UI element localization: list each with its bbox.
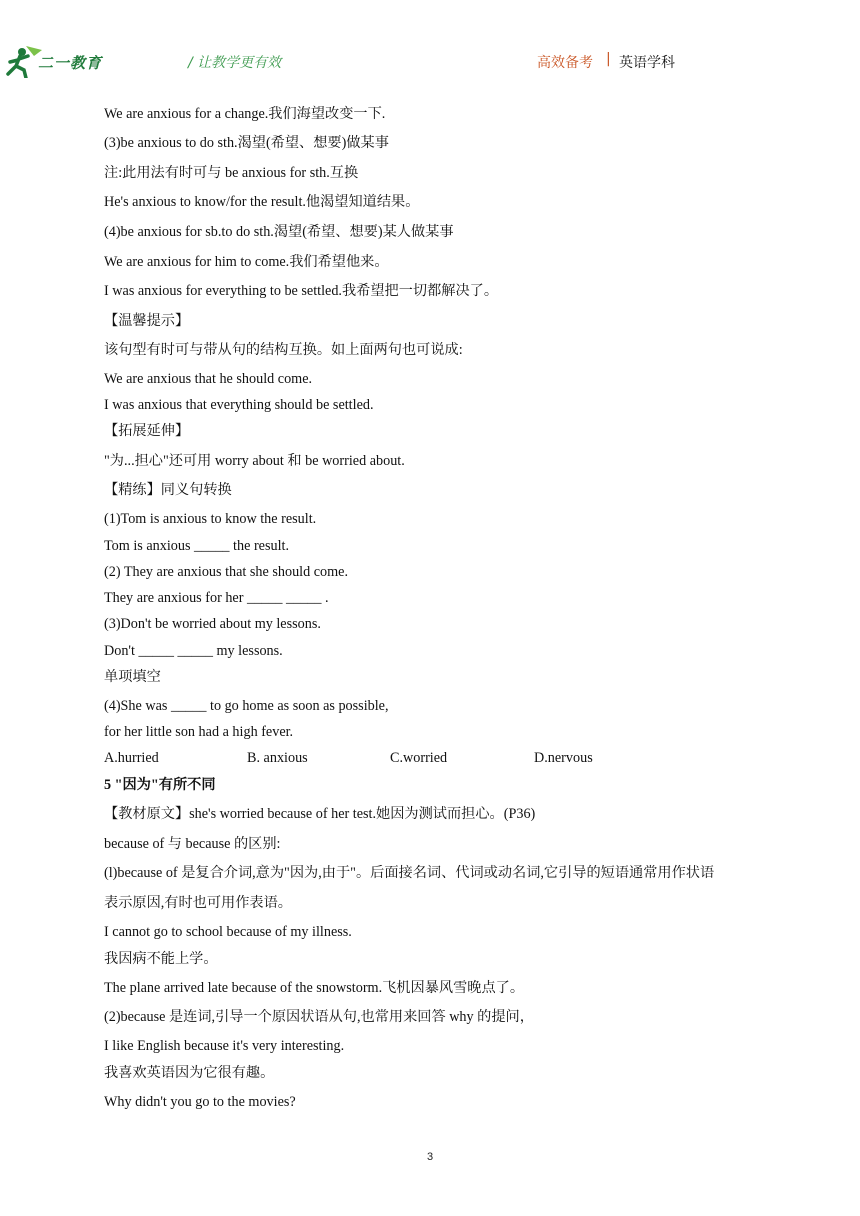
text-line: We are anxious for a change.我们海望改变一下. (104, 106, 386, 122)
header-slogan: / 让教学更有效 (188, 55, 282, 71)
text-line: He's anxious to know/for the result.他渴望知道结果。 (104, 194, 420, 210)
header-tag-exam: 高效备考 (537, 55, 593, 71)
text-line: because of 与 because 的区别: (104, 836, 281, 852)
page-number: 3 (426, 1151, 434, 1163)
logo-text: 二一教育 (38, 54, 103, 72)
text-line: I was anxious for everything to be settled.我希望把一切都解决了。 (104, 283, 499, 299)
extension-heading: 【拓展延伸】 (104, 423, 190, 439)
text-line: (2)because 是连词,引导一个原因状语从句,也常用来回答 why 的提问， (104, 1009, 534, 1025)
exercise-heading: 【精练】同义句转换 (104, 482, 232, 498)
text-line: We are anxious that he should come. (104, 371, 313, 387)
text-line: They are anxious for her _____ _____ . (104, 590, 329, 606)
header-tag-subject: 英语学科 (619, 55, 675, 71)
text-line: 表示原因,有时也可用作表语。 (104, 895, 292, 911)
text-line: 我喜欢英语因为它很有趣。 (104, 1065, 275, 1081)
choice-b: B. anxious (247, 750, 308, 766)
text-line: 该句型有时可与带从句的结构互换。如上面两句也可说成: (104, 342, 463, 358)
section-heading: 5 "因为"有所不同 (104, 777, 216, 793)
text-line: Tom is anxious _____ the result. (104, 538, 290, 554)
text-line: 【教材原文】she's worried because of her test.她因为测试而担心。(P36) (104, 806, 536, 822)
choice-a: A.hurried (104, 750, 159, 766)
text-line: for her little son had a high fever. (104, 724, 294, 740)
text-line: We are anxious for him to come.我们希望他来。 (104, 254, 389, 270)
text-line: (2) They are anxious that she should come. (104, 564, 349, 580)
tip-heading: 【温馨提示】 (104, 313, 190, 329)
text-line: I like English because it's very interesting. (104, 1038, 345, 1054)
text-line: (3)Don't be worried about my lessons. (104, 616, 321, 632)
text-line: I cannot go to school because of my illness. (104, 924, 352, 940)
text-line: Don't _____ _____ my lessons. (104, 643, 283, 659)
text-line: Why didn't you go to the movies? (104, 1094, 296, 1110)
choice-c: C.worried (390, 750, 448, 766)
text-line: (4)be anxious for sb.to do sth.渴望(希望、想要)某人做某事 (104, 224, 454, 240)
text-line: I was anxious that everything should be settled. (104, 397, 374, 413)
choice-d: D.nervous (534, 750, 593, 766)
text-line: (3)be anxious to do sth.渴望(希望、想要)做某事 (104, 135, 389, 151)
text-line: (4)She was _____ to go home as soon as possible, (104, 698, 389, 714)
header-separator: | (606, 51, 611, 67)
text-line: 注:此用法有时可与 be anxious for sth.互换 (104, 165, 359, 181)
text-line: 单项填空 (104, 669, 161, 685)
text-line: 我因病不能上学。 (104, 951, 218, 967)
text-line: The plane arrived late because of the snowstorm.飞机因暴风雪晚点了。 (104, 980, 525, 996)
text-line: (l)because of 是复合介词,意为"因为,由于"。后面接名词、代词或动名词,它引导的短语通常用作状语 (104, 865, 715, 881)
text-line: "为...担心"还可用 worry about 和 be worried about. (104, 453, 405, 469)
page-header (0, 0, 860, 90)
text-line: (1)Tom is anxious to know the result. (104, 511, 317, 527)
